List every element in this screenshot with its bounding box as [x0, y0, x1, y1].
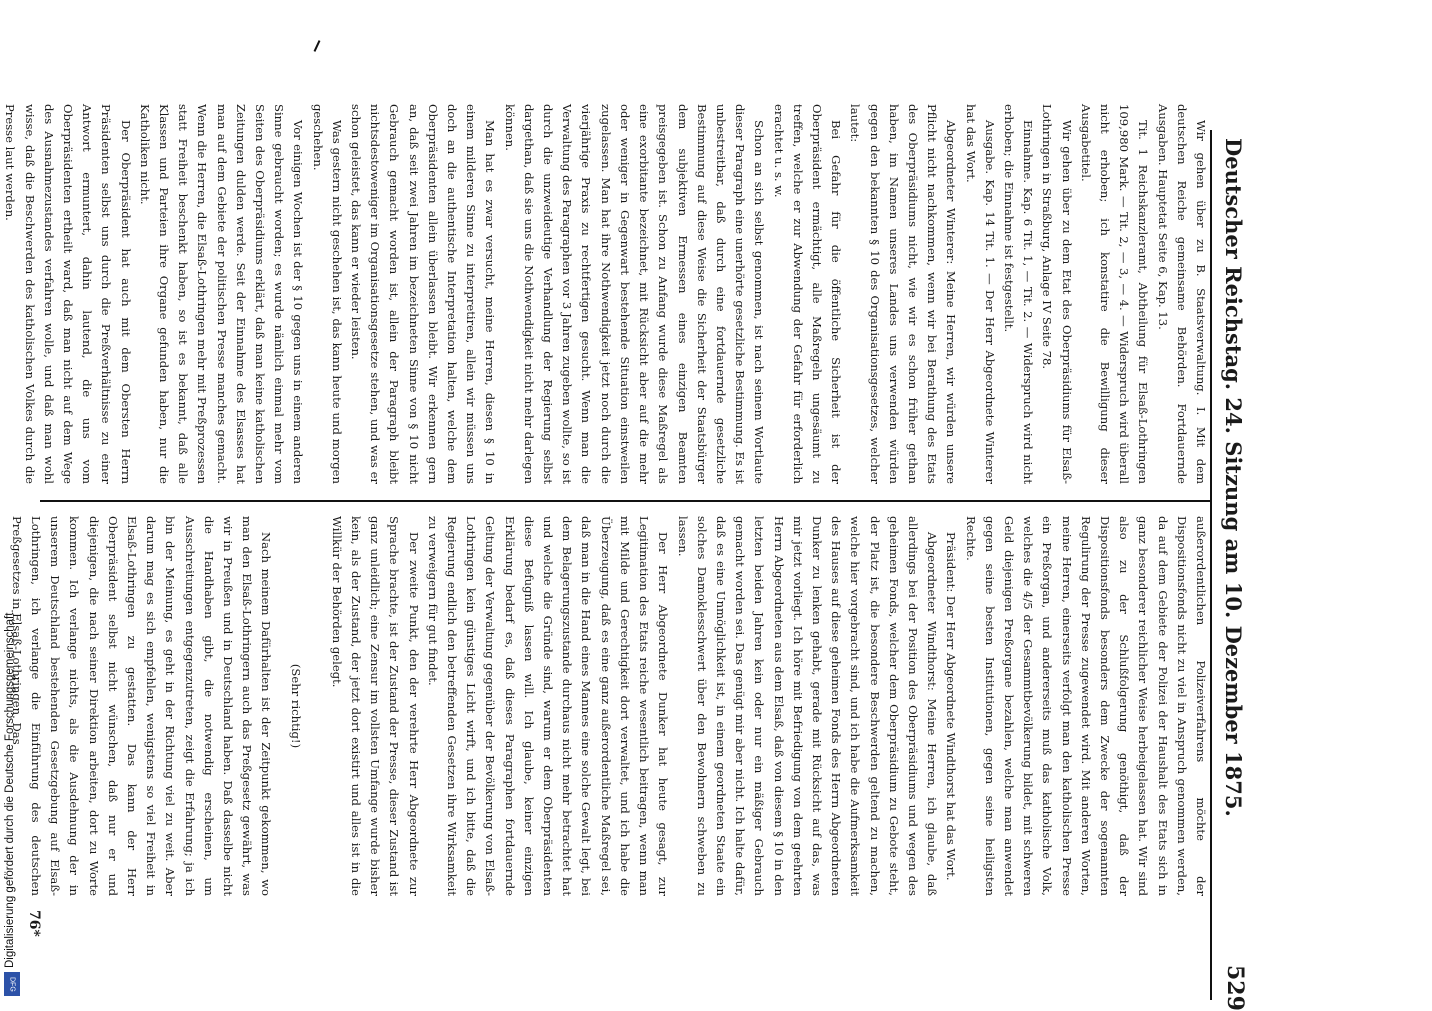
- page-number: 529: [1222, 965, 1248, 1011]
- paragraph: Ausgabe. Kap. 14 Tit. 1. — Der Herr Abgeordnete Winterer hat das Wort.: [960, 104, 998, 484]
- left-column: [0, 104, 1210, 484]
- column-divider: [40, 500, 1210, 502]
- paragraph: Abgeordneter Windthorst: Meine Herren, ich glaube, daß allerdings bei der Position des Oberpräsidiums und wegen des geheimen Fonds, welcher dem Oberpräsidium zu Gebote steht, der Platz ist, die besondere Beschwerden geltend zu machen, welche hier vorgebracht sind, und ich habe die Aufmerksamkeit des Hauses auf diese geheimen Fonds des Herrn Abgeordneten Dunker zu lenken gehabt, gerade mit Rücksicht auf das, was mir jetzt vorliegt. Ich höre mit Befriedigung von dem geehrten Herrn Abgeordneten aus dem Elsaß, daß von diesem § 10 in den letzten beiden Jahren kein oder nur ein mäßiger Gebrauch gemacht worden sei. Das genügt mir aber nicht. Ich halte dafür, daß es eine Unmöglichkeit ist, in einem geordneten Staate ein solches Damoklesschwert über den Bewohnern schweben zu lassen.: [672, 516, 941, 896]
- header-rule: [1210, 130, 1212, 1000]
- paragraph: Man hat es zwar versucht, meine Herren, diesen § 10 in einem milderen Sinne zu interpretiren, allein wir müssen uns doch an die authentische Interpretation halten, welche dem Oberpräsidenten allein überlassen bleibt. Wir erkennen gern an, daß seit zwei Jahren im bezeichneten Sinne von § 10 nicht Gebrauch gemacht worden ist, allein der Paragraph bleibt nichtsdestoweniger im Organisationsgesetze stehen, und was er schon geleistet, das kann er wieder leisten.: [346, 104, 500, 484]
- paragraph: Tit. 1 Reichskanzleramt, Abtheilung für Elsaß-Lothringen 109,980 Mark. — Tit. 2, — 3, — 4. — Widerspruch wird überall nicht erhoben; ich konstatire die Bewilligung dieser Ausgabetitel.: [1076, 104, 1153, 484]
- paragraph: Der Herr Abgeordnete Dunker hat heute gesagt, zur Legitimation des Etats reiche wesentlich beitragen, wenn man mit Milde und Gerechtigkeit dort verwaltet, und ich habe die Überzeugung, daß es eine ganz außerordentliche Maßregel sei, daß man in die Hand eines Mannes eine solche Gewalt legt, bei dem Belagerungszustande durchaus nicht mehr betrachtet hat und welche die Gründe sind, warum er dem Oberpräsidenten diese Befugniß lassen will. Ich glaube, keiner einzigen Erklärung bedarf es, daß dieses Paragraphen fortdauernde Geltung der Verwaltung gegenüber der Bevölkerung von Elsaß-Lothringen kein günstiges Licht wirft, und ich bitte, daß die Regierung endlich den betreffenden Gesetzen ihre Wirksamkeit zu verweigern für gut findet.: [423, 516, 673, 896]
- paragraph: Der zweite Punkt, den der verehrte Herr Abgeordnete zur Sprache brachte, ist der Zustand der Presse, dieser Zustand ist ganz unleidlich; eine Zensur im vollsten Umfange wurde bisher kein, als der Zustand, der jetzt dort existirt und alles ist in die Willkür der Behörden gelegt.: [327, 516, 423, 896]
- paragraph: Wir gehen über zu dem Etat des Oberpräsidiums für Elsaß-Lothringen in Straßburg, Anlage IV Seite 78.: [1037, 104, 1075, 484]
- dfg-logo: DFG: [4, 972, 20, 996]
- paragraph: Abgeordneter Winterer: Meine Herren, wir würden unsere Pflicht nicht nachkommen, wenn wir bei Berathung des Etats des Oberpräsidiums nicht, wie wir es schon früher gethan haben, im Namen unseres Landes uns verwenden würden gegen den bekannten § 10 des Organisationsgesetzes, welcher lautet:: [845, 104, 960, 484]
- page-title: Deutscher Reichstag. 24. Sitzung am 10. Dezember 1875.: [1221, 138, 1246, 817]
- right-column: [7, 516, 1210, 896]
- paragraph: Vor einigen Wochen ist der § 10 gegen uns in einem anderen Sinne gebraucht worden; es wurde nämlich einmal mehr vom Seiten des Oberpräsidiums erklärt, daß man keine katholischen Zeitungen dulden werde. Seit der Einnahme des Elsasses hat man auf dem Gebiete der politischen Presse manches gemacht. Wenn die Herren, die Elsaß-Lothringen mehr mit Preßprozessen statt Freiheit beschenkt haben, so ist es bekannt, daß alle Klassen und Parteien ihre Organe gefunden haben, nur die Katholiken nicht.: [135, 104, 308, 484]
- paragraph: Nach meinem Dafürhalten ist der Zeitpunkt gekommen, wo man den Elsaß-Lothringern auch das Preßgesetz gewährt, was wir in Preußen und in Deutschland haben. Daß dasselbe nicht die Handhaben gibt, die notwendig erscheinen, um Ausschreitungen entgegenzutreten, zeigt die Erfahrung; ja ich bin der Meinung, es geht in der Richtung viel zu weit. Aber darum mag es sich empfehlen, wenigstens so viel Freiheit in Elsaß-Lothringen zu gestatten. Das kann der Herr Oberpräsident selbst nicht wünschen, daß nur er und diejenigen, die nach seiner Direktion arbeiten, dort zu Worte kommen. Ich verlange nichts, als die Ausdehnung der in unserem Deutschland bestehenden Gesetzgebung auf Elsaß-Lothringen, ich verlange die Einführung des deutschen Preßgesetzes in Elsaß-Lothringen. Das: [7, 516, 276, 896]
- digitization-notice: Digitalisierung gefördert durch die Deutsche Forschungsgemeinschaft.: [4, 609, 16, 968]
- signature-mark: 76*: [26, 910, 42, 937]
- paragraph: Präsident: Der Herr Abgeordnete Windthorst hat das Wort.: [941, 516, 960, 896]
- digitization-sidebar: [2, 0, 24, 1000]
- paragraph: außerordentlichen Polizeiverfahrens möchte der Dispositionsfonds nicht zu viel in Anspruch genommen werden, da auf dem Gebiete der Polizei der Haushalt des Etats sich in ganz besonderer reichlicher Weise herbeigelassen hat. Wir sind also zu der Schlußfolgerung genöthigt, daß der Dispositionsfonds besonders dem Zwecke der sogenannten Regulirung der Presse zugewendet wird. Mit anderen Worten, meine Herren, einerseits verfolgt man den katholischen Presse ein Preßorgan, und andererseits muß das katholische Volk, welches die 4/5 der Gesammtbevölkerung bildet, mit schweren Geld diejenigen Preßorgane bezahlen, welche man anwendet gegen seine besten Institutionen, gegen seine heiligsten Rechte.: [960, 516, 1210, 896]
- page-header: [1212, 0, 1252, 1000]
- paragraph: Was gestern nicht geschehen ist, das kann heute und morgen geschehen.: [307, 104, 345, 484]
- paragraph: Der Oberpräsident hat auch mit dem Obersten Herrn Präsidenten selbst uns durch die Preßverhältnisse zu einer Antwort ermuntert, dahin lautend, die uns vom Oberpräsidenten ertheilt ward, daß man nicht auf dem Wege des Ausnahmezustandes verfahren wolle, und daß man wohl wisse, daß die Beschwerden des katholischen Volkes durch die Presse laut werden.: [0, 104, 134, 484]
- paragraph: Schon an sich selbst genommen, ist nach seinem Wortlaute dieser Paragraph eine unerhörte gesetzliche Bestimmung. Es ist unbestreitbar, daß durch eine fortdauernde gesetzliche Bestimmung auf diese Weise die Sicherheit der Staatsbürger dem subjektiven Ermessen eines einzigen Beamten preisgegeben ist. Schon zu Anfang wurde diese Maßregel als eine exorbitante bezeichnet, mit Rücksicht aber auf die mehr oder weniger in Gegenwart bestehende Situation einstweilen zugelassen. Man hat ihre Nothwendigkeit jetzt noch durch die vierjährige Praxis zu rechtfertigen gesucht. Wenn man die Verwaltung des Paragraphen vor 3 Jahren zugeben wollte, so ist durch die unzweideutige Verhandlung der Regierung selbst dargethan, daß sie uns die Nothwendigkeit nicht mehr darlegen können.: [499, 104, 768, 484]
- interjection: (Sehr richtig!): [285, 516, 304, 896]
- paragraph: Bei Gefahr für die öffentliche Sicherheit ist der Oberpräsident ermächtigt, alle Maßregeln ungesäumt zu treffen, welche er zur Abwendung der Gefahr für erforderlich erachtet u. s. w.: [768, 104, 845, 484]
- paragraph: Wir gehen über zu B. Staatsverwaltung. I. Mit dem deutschen Reiche gemeinsame Behörden. Fortdauernde Ausgaben. Hauptetat Seite 6, Kap. 13.: [1152, 104, 1210, 484]
- paragraph: Einnahme. Kap. 6 Tit. 1, — Tit. 2. — Widerspruch wird nicht erhoben; die Einnahme ist festgestellt.: [999, 104, 1037, 484]
